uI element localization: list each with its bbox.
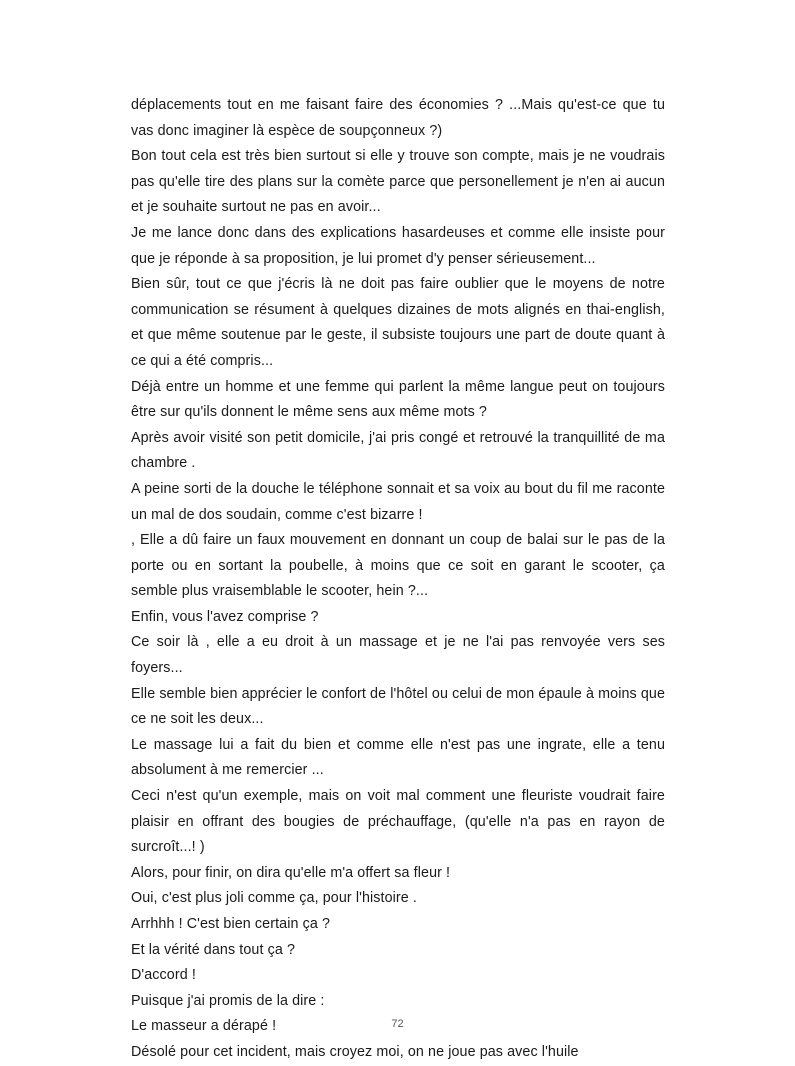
paragraph: Ceci n'est qu'un exemple, mais on voit mal comment une fleuriste voudrait faire plaisir en offrant des bougies de préchauffage, (qu'elle n'a pas en rayon de surcroît...! ) bbox=[131, 788, 665, 856]
paragraph: Je me lance donc dans des explications hasardeuses et comme elle insiste pour que je réponde à sa proposition, je lui promet d'y penser sérieusement... bbox=[131, 224, 665, 267]
paragraph: Désolé pour cet incident, mais croyez moi, on ne joue pas avec l'huile bbox=[131, 1043, 579, 1060]
paragraph: Et la vérité dans tout ça ? bbox=[131, 941, 296, 958]
paragraph: D'accord ! bbox=[131, 967, 196, 984]
paragraph: Déjà entre un homme et une femme qui parlent la même langue peut on toujours être sur qu'ils donnent le même sens aux même mots ? bbox=[131, 378, 665, 421]
paragraph: Le masseur a dérapé ! bbox=[131, 1018, 277, 1035]
page-number: 72 bbox=[391, 1018, 404, 1030]
paragraph: Puisque j'ai promis de la dire : bbox=[131, 992, 325, 1009]
paragraph: , Elle a dû faire un faux mouvement en donnant un coup de balai sur le pas de la porte ou en sortant la poubelle, à moins que ce soit en garant le scooter, ça semble plus vraisemblable le scooter, hein ?... bbox=[131, 532, 665, 600]
paragraph: Elle semble bien apprécier le confort de l'hôtel ou celui de mon épaule à moins que ce ne soit les deux... bbox=[131, 685, 665, 728]
paragraph: Oui, c'est plus joli comme ça, pour l'histoire . bbox=[131, 890, 417, 907]
paragraph: Bien sûr, tout ce que j'écris là ne doit pas faire oublier que le moyens de notre communication se résument à quelques dizaines de mots alignés en thai-english, et que même soutenue par le geste, il subsiste toujours une part de doute quant à ce qui a été compris... bbox=[131, 276, 665, 369]
paragraph: Enfin, vous l'avez comprise ? bbox=[131, 608, 319, 625]
paragraph: Le massage lui a fait du bien et comme elle n'est pas une ingrate, elle a tenu absolument à me remercier ... bbox=[131, 736, 665, 779]
paragraph: Alors, pour finir, on dira qu'elle m'a offert sa fleur ! bbox=[131, 864, 451, 881]
paragraph: A peine sorti de la douche le téléphone sonnait et sa voix au bout du fil me raconte un mal de dos soudain, comme c'est bizarre ! bbox=[131, 480, 665, 523]
paragraph: déplacements tout en me faisant faire des économies ? ...Mais qu'est-ce que tu vas donc imaginer là espèce de soupçonneux ?) bbox=[131, 97, 665, 139]
paragraph: Bon tout cela est très bien surtout si elle y trouve son compte, mais je ne voudrais pas qu'elle tire des plans sur la comète parce que personellement je n'en ai aucun et je souhaite surtout ne pas en avoir... bbox=[131, 148, 665, 216]
paragraph: Après avoir visité son petit domicile, j'ai pris congé et retrouvé la tranquillité de ma chambre . bbox=[131, 429, 665, 472]
paragraph: Arrhhh ! C'est bien certain ça ? bbox=[131, 916, 331, 932]
paragraph: Ce soir là , elle a eu droit à un massage et je ne l'ai pas renvoyée vers ses foyers... bbox=[131, 634, 665, 677]
body-text-column bbox=[131, 93, 665, 1066]
